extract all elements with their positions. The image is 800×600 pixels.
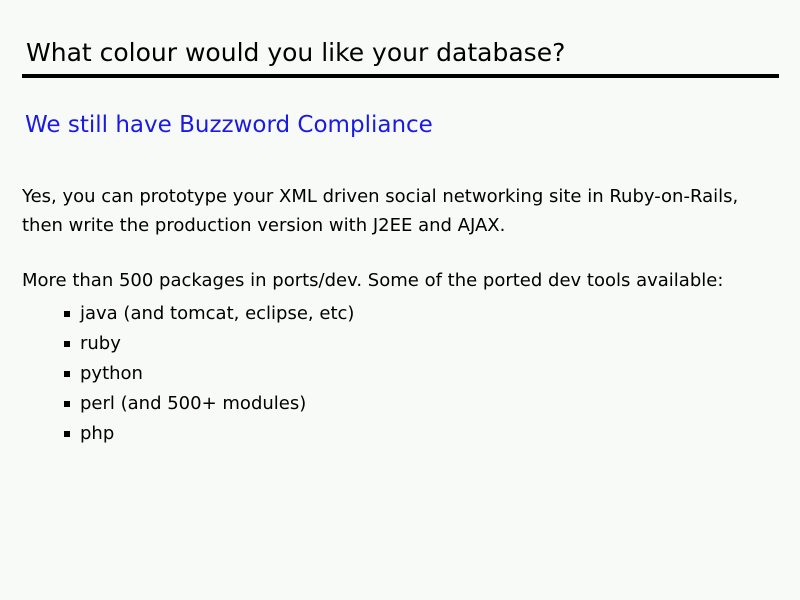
list-item-label: python	[80, 363, 143, 384]
list-item	[64, 419, 762, 449]
list-item	[64, 389, 762, 419]
square-bullet-icon	[64, 311, 70, 317]
page-title: What colour would you like your database?	[26, 38, 566, 67]
list-item	[64, 299, 762, 329]
list-item	[64, 359, 762, 389]
bullet-list	[22, 299, 762, 449]
square-bullet-icon	[64, 401, 70, 407]
list-item-label: ruby	[80, 333, 121, 354]
list-item-label: java (and tomcat, eclipse, etc)	[80, 303, 355, 324]
slide-subtitle: We still have Buzzword Compliance	[25, 112, 433, 138]
body-paragraph-2: More than 500 packages in ports/dev. Some of the ported dev tools available:	[22, 270, 724, 291]
slide-body	[22, 182, 762, 449]
square-bullet-icon	[64, 371, 70, 377]
square-bullet-icon	[64, 431, 70, 437]
list-item	[64, 329, 762, 359]
list-item-label: php	[80, 423, 115, 444]
list-item-label: perl (and 500+ modules)	[80, 393, 307, 414]
title-divider	[22, 74, 779, 78]
body-paragraph-1: Yes, you can prototype your XML driven social networking site in Ruby-on-Rails, then write the production version with J2EE and AJAX.	[22, 186, 739, 236]
square-bullet-icon	[64, 341, 70, 347]
